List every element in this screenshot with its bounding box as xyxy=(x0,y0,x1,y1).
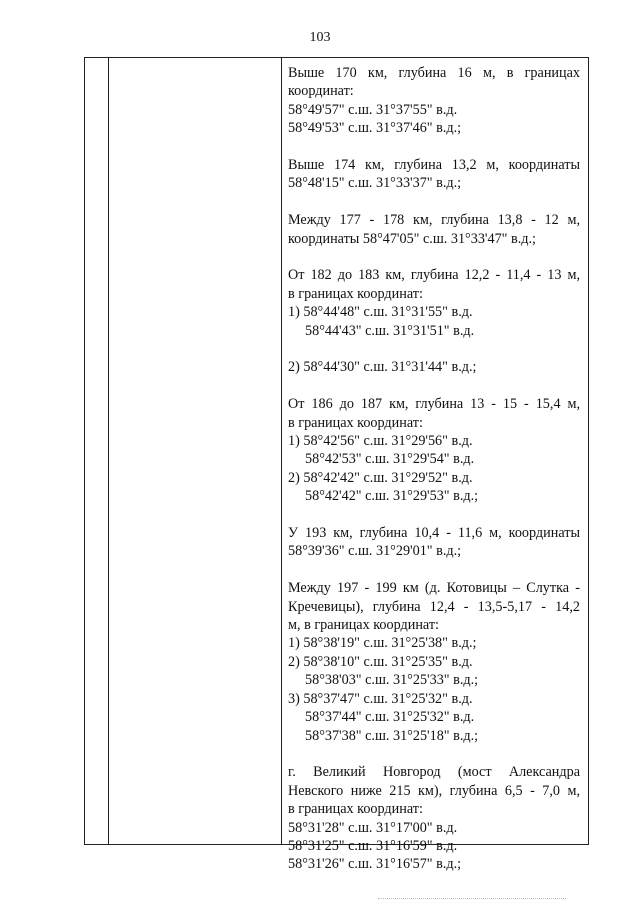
section-entry xyxy=(288,211,580,248)
description-column xyxy=(288,64,580,892)
entry-line: в границах координат: xyxy=(288,414,423,431)
entry-line: м, в границах координат: xyxy=(288,617,439,634)
coordinates-table xyxy=(84,57,589,873)
entry-line: 1) 58°42'56" с.ш. 31°29'56" в.д. xyxy=(288,433,473,450)
entry-line: координаты 58°47'05" с.ш. 31°33'47" в.д.; xyxy=(288,230,536,247)
section-entry xyxy=(288,266,580,376)
section-entry xyxy=(288,395,580,505)
entry-line: Между 197 - 199 км (д. Котовицы – Слутка - xyxy=(288,580,580,597)
section-entry xyxy=(288,156,580,193)
entry-line: 1) 58°38'19" с.ш. 31°25'38" в.д.; xyxy=(288,635,477,652)
section-entry xyxy=(288,579,580,745)
entry-line: 58°31'25" с.ш. 31°16'59" в.д. xyxy=(288,837,458,854)
entry-line: 58°31'28" с.ш. 31°17'00" в.д. xyxy=(288,819,458,836)
entry-line: 58°42'42" с.ш. 31°29'53" в.д.; xyxy=(305,488,479,505)
entry-line: 58°49'53" с.ш. 31°37'46" в.д.; xyxy=(288,120,462,137)
page-number: 103 xyxy=(309,30,331,45)
entry-line: 2) 58°44'30" с.ш. 31°31'44" в.д.; xyxy=(288,359,477,376)
entry-line: 2) 58°42'42" с.ш. 31°29'52" в.д. xyxy=(288,469,473,486)
entry-line: 58°37'38" с.ш. 31°25'18" в.д.; xyxy=(305,727,479,744)
footer-rule xyxy=(378,898,566,899)
entry-line: От 182 до 183 км, глубина 12,2 - 11,4 - 13 м, xyxy=(288,267,580,284)
section-entry xyxy=(288,524,580,561)
entry-line: в границах координат: xyxy=(288,801,423,818)
entry-line: 58°49'57" с.ш. 31°37'55" в.д. xyxy=(288,101,458,118)
entry-line: От 186 до 187 км, глубина 13 - 15 - 15,4 м, xyxy=(288,396,580,413)
entry-line: Между 177 - 178 км, глубина 13,8 - 12 м, xyxy=(288,212,580,229)
entry-line: 58°44'43" с.ш. 31°31'51" в.д. xyxy=(305,322,475,339)
entry-line: Невского ниже 215 км), глубина 6,5 - 7,0 м, xyxy=(288,782,580,799)
entry-line: 58°38'03" с.ш. 31°25'33" в.д.; xyxy=(305,672,479,689)
entry-line: г. Великий Новгород (мост Александра xyxy=(288,764,580,781)
blank-line xyxy=(288,340,580,358)
entry-line: 58°37'44" с.ш. 31°25'32" в.д. xyxy=(305,709,475,726)
entry-line: Выше 174 км, глубина 13,2 м, координаты xyxy=(288,157,580,174)
entry-line: Выше 170 км, глубина 16 м, в границах xyxy=(288,65,580,81)
entry-line: 2) 58°38'10" с.ш. 31°25'35" в.д. xyxy=(288,653,473,670)
entry-line: 58°31'26" с.ш. 31°16'57" в.д.; xyxy=(288,856,462,873)
entry-line: Кречевицы), глубина 12,4 - 13,5-5,17 - 14,2 xyxy=(288,598,580,615)
section-entry xyxy=(288,64,580,138)
entry-line: в границах координат: xyxy=(288,285,423,302)
entry-line: 1) 58°44'48" с.ш. 31°31'55" в.д. xyxy=(288,304,473,321)
section-entry xyxy=(288,763,580,873)
entry-line: 3) 58°37'47" с.ш. 31°25'32" в.д. xyxy=(288,690,473,707)
column-divider-1 xyxy=(108,58,109,844)
entry-line: координат: xyxy=(288,83,354,100)
column-divider-2 xyxy=(281,58,282,844)
entry-line: 58°39'36" с.ш. 31°29'01" в.д.; xyxy=(288,543,462,560)
entry-line: 58°42'53" с.ш. 31°29'54" в.д. xyxy=(305,451,475,468)
entry-line: У 193 км, глубина 10,4 - 11,6 м, координаты xyxy=(288,525,580,542)
entry-line: 58°48'15" с.ш. 31°33'37" в.д.; xyxy=(288,175,462,192)
